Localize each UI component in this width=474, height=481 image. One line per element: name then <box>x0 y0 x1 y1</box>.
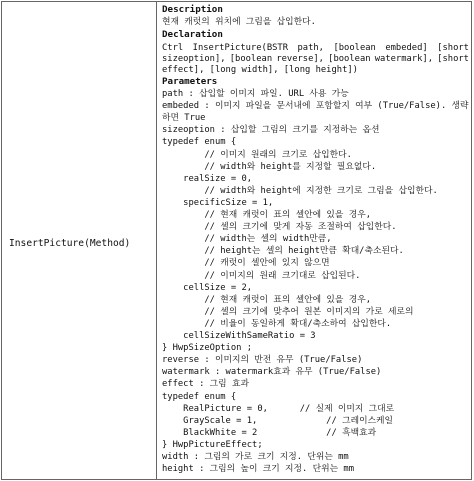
parameter-line: // width와 height를 지정할 필요없다. <box>162 161 377 172</box>
parameter-line: specificSize = 1, <box>162 197 274 208</box>
declaration-line-3: effect], [long width], [long height]) <box>162 65 358 75</box>
parameter-line: // 현재 캐럿이 표의 셀안에 있을 경우, <box>162 294 372 305</box>
declaration-heading: Declaration <box>162 29 223 40</box>
parameter-line: // 셀의 크기에 맞게 자동 조절하여 삽입한다. <box>162 222 397 233</box>
parameter-line: typedef enum { <box>162 137 237 148</box>
method-detail-cell <box>158 2 471 479</box>
parameter-line: reverse : 이미지의 반전 유무 (True/False) <box>162 355 363 366</box>
declaration-token: Ctrl <box>162 43 184 53</box>
method-name: InsertPicture(Method) <box>9 238 131 249</box>
parameter-line: } HwpPictureEffect; <box>162 439 263 450</box>
parameter-line: // width는 셀의 width만큼, <box>162 234 332 245</box>
parameter-line: GrayScale = 1, // 그레이스케일 <box>162 415 394 426</box>
parameter-line: // height는 셀의 height만큼 확대/축소된다. <box>162 246 404 257</box>
parameter-line: 하면 True <box>162 113 206 124</box>
parameter-line: // width와 height에 지정한 크기로 그림을 삽입한다. <box>162 185 438 196</box>
parameter-line: cellSize = 2, <box>162 282 253 293</box>
declaration-token: [boolean <box>229 54 273 64</box>
description-heading: Description <box>162 4 223 15</box>
declaration-token: path, <box>297 43 324 53</box>
method-name-cell <box>2 2 157 479</box>
declaration-token: embeded] <box>385 43 428 53</box>
declaration-token: [boolean <box>333 43 376 53</box>
parameter-line: // 캐럿이 셀안에 있지 않으면 <box>162 258 330 269</box>
parameter-line: // 셀의 크기에 맞추어 원본 이미지의 가로 세로의 <box>162 306 414 317</box>
declaration-token: [short <box>437 43 469 53</box>
parameter-line: width : 그림의 가로 크기 지정. 단위는 mm <box>162 452 349 462</box>
declaration-token: [short <box>437 54 469 64</box>
parameter-line: // 이미지 원래의 크기로 삽입한다. <box>162 149 352 160</box>
declaration-token: watermark], <box>374 54 433 64</box>
method-table <box>1 1 472 480</box>
parameter-line: path : 삽입할 이미지 파일. URL 사용 가능 <box>162 89 349 99</box>
parameter-line: cellSizeWithSameRatio = 3 <box>162 331 316 341</box>
parameter-line: effect : 그림 효과 <box>162 379 249 390</box>
parameter-line: sizeoption : 삽입할 그림의 크기를 지정하는 옵션 <box>162 125 380 136</box>
parameter-line: // 비율이 동일하게 확대/축소하여 삽입한다. <box>162 318 392 329</box>
parameter-line: RealPicture = 0, // 실제 이미지 그대로 <box>162 403 395 414</box>
description-text: 현재 캐럿의 위치에 그림을 삽입한다. <box>162 17 316 27</box>
declaration-token: sizeoption], <box>162 54 226 64</box>
parameter-line: embeded : 이미지 파일을 문서내에 포함할지 여부 (True/False). 생략 <box>162 101 469 112</box>
parameter-line: // 이미지의 원래 크기대로 삽입된다. <box>162 270 361 281</box>
parameter-line: watermark : watermark효과 유무 (True/False) <box>162 367 382 378</box>
declaration-token: reverse], <box>276 54 324 64</box>
parameters-heading: Parameters <box>162 76 218 87</box>
parameter-line: } HwpSizeOption ; <box>162 343 253 354</box>
parameter-line: height : 그림의 높이 크기 지정. 단위는 mm <box>162 464 355 475</box>
parameter-line: BlackWhite = 2 // 흑백효과 <box>162 427 377 438</box>
parameter-line: typedef enum { <box>162 391 237 402</box>
parameter-line: // 현재 캐럿이 표의 셀안에 있을 경우, <box>162 210 372 220</box>
table-bottom-border <box>2 479 471 480</box>
declaration-token: [boolean <box>328 54 371 64</box>
declaration-token: InsertPicture(BSTR <box>192 43 289 53</box>
parameter-line: realSize = 0, <box>162 173 253 184</box>
